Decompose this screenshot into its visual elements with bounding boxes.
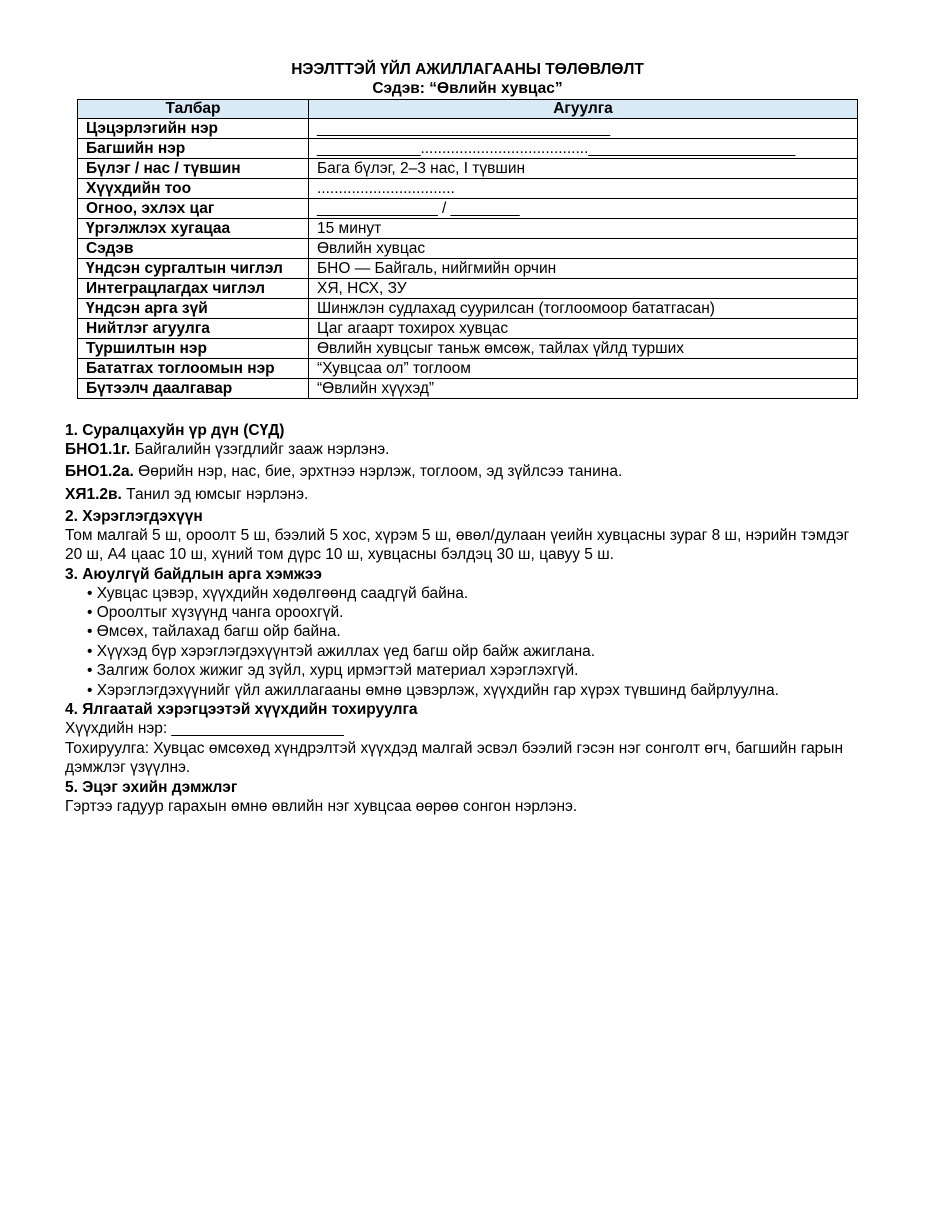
table-row: [78, 179, 858, 199]
section-3-heading: 3. Аюулгүй байдлын арга хэмжээ: [65, 566, 322, 583]
outcome-text: Өөрийн нэр, нас, бие, эрхтнээ нэрлэж, тоглоом, эд зүйлсээ танина.: [133, 463, 623, 480]
table-row: [78, 139, 858, 159]
row-value: ______________ / ________: [309, 199, 858, 219]
outcome-item: [65, 485, 865, 504]
row-value: ................................: [309, 179, 858, 199]
row-field: Үндсэн сургалтын чиглэл: [78, 259, 309, 279]
table-row: [78, 279, 858, 299]
row-value: ХЯ, НСХ, ЗУ: [309, 279, 858, 299]
outcome-text: Байгалийн үзэгдлийг зааж нэрлэнэ.: [130, 441, 390, 458]
table-row: [78, 379, 858, 399]
row-field: Үргэлжлэх хугацаа: [78, 219, 309, 239]
row-field: Хүүхдийн тоо: [78, 179, 309, 199]
table-row: [78, 199, 858, 219]
section-1-heading: 1. Суралцахуйн үр дүн (СҮД): [65, 422, 285, 439]
row-value: ____________.......................................________________________: [309, 139, 858, 159]
outcome-text: Танил эд юмсыг нэрлэнэ.: [121, 486, 309, 503]
section-5-heading: 5. Эцэг эхийн дэмжлэг: [65, 779, 238, 796]
row-field: Бүлэг / нас / түвшин: [78, 159, 309, 179]
outcome-code: БНО1.1г.: [65, 441, 131, 458]
safety-bullet: • Өмсөх, тайлахад багш ойр байна.: [87, 623, 341, 640]
materials-text: Том малгай 5 ш, ороолт 5 ш, бээлий 5 хос, хүрэм 5 ш, өвөл/дулаан үеийн хувцасны зураг 8 ш, нэрийн тэмдэг 20 ш, А4 цаас 10 ш, хүний том дүрс 10 ш, хувцасны бэлдэц 30 ш, цавуу 5 ш.: [65, 527, 850, 563]
document-subtitle: Сэдэв: “Өвлийн хувцас”: [372, 80, 563, 97]
column-header-content: Агуулга: [309, 100, 858, 119]
row-field: Цэцэрлэгийн нэр: [78, 119, 309, 139]
row-field: Сэдэв: [78, 239, 309, 259]
row-field: Бататгах тоглоомын нэр: [78, 359, 309, 379]
row-value: Өвлийн хувцсыг таньж өмсөж, тайлах үйлд турших: [309, 339, 858, 359]
row-field: Нийтлэг агуулга: [78, 319, 309, 339]
table-row: [78, 119, 858, 139]
row-value: __________________________________: [309, 119, 858, 139]
row-value: Шинжлэн судлахад суурилсан (тоглоомоор бататгасан): [309, 299, 858, 319]
row-value: БНО — Байгаль, нийгмийн орчин: [309, 259, 858, 279]
parent-support-text: Гэртээ гадуур гарахын өмнө өвлийн нэг хувцсаа өөрөө сонгон нэрлэнэ.: [65, 798, 578, 815]
child-name-line: Хүүхдийн нэр: ____________________: [65, 720, 344, 737]
plan-info-table: [77, 99, 858, 399]
row-value: “Өвлийн хүүхэд”: [309, 379, 858, 399]
row-field: Туршилтын нэр: [78, 339, 309, 359]
safety-bullet: • Хүүхэд бүр хэрэглэгдэхүүнтэй ажиллах үед багш ойр байж ажиглана.: [87, 643, 596, 660]
table-row: [78, 239, 858, 259]
row-field: Интеграцлагдах чиглэл: [78, 279, 309, 299]
section-4-heading: 4. Ялгаатай хэрэгцээтэй хүүхдийн тохируулга: [65, 701, 418, 718]
row-field: Багшийн нэр: [78, 139, 309, 159]
safety-bullet: • Ороолтыг хүзүүнд чанга ороохгүй.: [87, 604, 344, 621]
outcome-item: [65, 440, 865, 459]
row-field: Бүтээлч даалгавар: [78, 379, 309, 399]
column-header-field: Талбар: [78, 100, 309, 119]
row-field: Үндсэн арга зүй: [78, 299, 309, 319]
row-value: “Хувцсаа ол” тоглоом: [309, 359, 858, 379]
row-value: Өвлийн хувцас: [309, 239, 858, 259]
table-row: [78, 219, 858, 239]
table-row: [78, 259, 858, 279]
safety-bullet: • Хэрэглэгдэхүүнийг үйл ажиллагааны өмнө цэвэрлэж, хүүхдийн гар хүрэх түвшинд байрлуулна.: [87, 682, 779, 699]
row-value: 15 минут: [309, 219, 858, 239]
table-row: [78, 319, 858, 339]
table-header-row: [78, 100, 858, 119]
row-field: Огноо, эхлэх цаг: [78, 199, 309, 219]
table-row: [78, 359, 858, 379]
adaptation-text: Тохируулга: Хувцас өмсөхөд хүндрэлтэй хүүхдэд малгай эсвэл бээлий гэсэн нэг сонголт өгч, багшийн гарын дэмжлэг үзүүлнэ.: [65, 740, 844, 776]
table-row: [78, 159, 858, 179]
safety-bullet: • Залгиж болох жижиг эд зүйл, хурц ирмэгтэй материал хэрэглэхгүй.: [87, 662, 579, 679]
table-row: [78, 339, 858, 359]
document-title: НЭЭЛТТЭЙ ҮЙЛ АЖИЛЛАГААНЫ ТӨЛӨВЛӨЛТ: [291, 61, 644, 78]
row-value: Цаг агаарт тохирох хувцас: [309, 319, 858, 339]
table-row: [78, 299, 858, 319]
row-value: Бага бүлэг, 2–3 нас, I түвшин: [309, 159, 858, 179]
safety-bullet: • Хувцас цэвэр, хүүхдийн хөдөлгөөнд саадгүй байна.: [87, 585, 469, 602]
outcome-code: БНО1.2а.: [65, 463, 134, 480]
section-2-heading: 2. Хэрэглэгдэхүүн: [65, 508, 203, 525]
outcome-item: [65, 462, 865, 481]
outcome-code: ХЯ1.2в.: [65, 486, 122, 503]
